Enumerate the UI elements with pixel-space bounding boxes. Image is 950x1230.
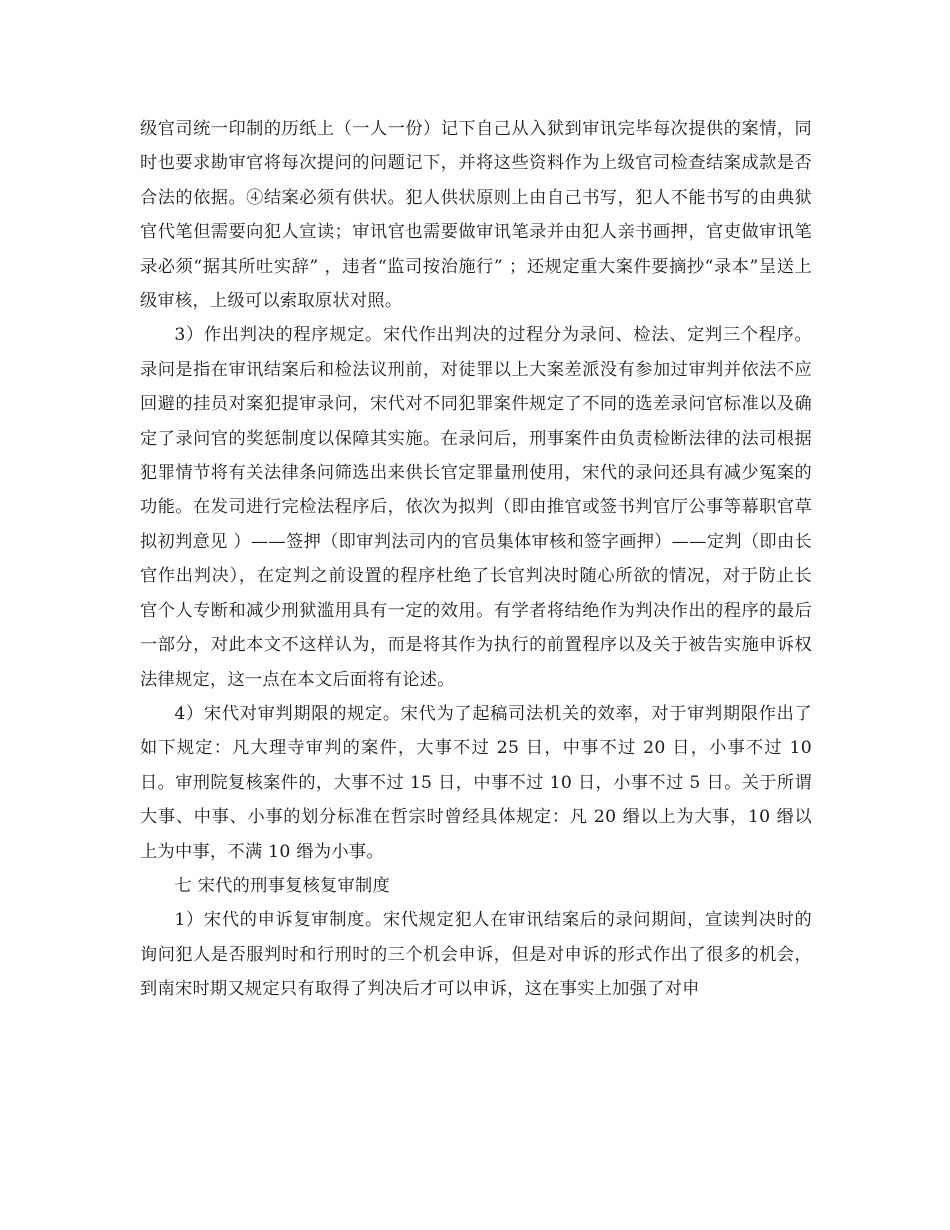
- section-heading: 七 宋代的刑事复核复审制度: [174, 875, 391, 896]
- paragraph-judgment-procedure: 3）作出判决的程序规定。宋代作出判决的过程分为录问、检法、定判三个程序。录问是指在审讯结案后和检法议刑前，对徒罪以上大案差派没有参加过审判并依法不应回避的挂员对案犯提审录问，宋代对不同犯罪案件规定了不同的选差录问官标准以及确定了录问官的奖惩制度以保障其实施。在录问后，刑事案件由负责检断法律的法司根据犯罪情节将有关法律条问筛选出来供长官定罪量刑使用，宋代的录问还具有减少冤案的功能。在发司进行完检法程序后，依次为拟判（即由推官或签书判官厅公事等幕职官草拟初判意见 ）——签押（即审判法司内的官员集体审核和签字画押）——定判（即由长官作出判决），在定判之前设置的程序杜绝了长官判决时随心所欲的情况，对于防止长官个人专断和减少刑狱滥用具有一定的效用。有学者将结绝作为判决作出的程序的最后一部分，对此本文不这样认为，而是将其作为执行的前置程序以及关于被告实施申诉权法律规定，这一点在本文后面将有论述。: [140, 325, 812, 690]
- paragraph-appeal-retrial: 1）宋代的申诉复审制度。宋代规定犯人在审讯结案后的录问期间，宣读判决时的询问犯人是否服判时和行刑时的三个机会申诉，但是对申诉的形式作出了很多的机会，到南宋时期又规定只有取得了判决后才可以申诉，这在事实上加强了对申: [140, 910, 812, 1000]
- paragraph-trial-time-limit: 4）宋代对审判期限的规定。宋代为了起稿司法机关的效率，对于审判期限作出了如下规定：凡大理寺审判的案件，大事不过 25 日，中事不过 20 日，小事不过 10 日。审刑院复核案件的，大事不过 15 日，中事不过 10 日，小事不过 5 日。关于所谓大事、中事、小事的划分标准在哲宗时曾经具体规定：凡 20 缗以上为大事，10 缗以上为中事，不满 10 缗为小事。: [140, 703, 812, 862]
- body-text: [140, 112, 812, 1007]
- paragraph-continued: 级官司统一印制的历纸上（一人一份）记下自己从入狱到审讯完毕每次提供的案情，同时也要求勘审官将每次提问的问题记下，并将这些资料作为上级官司检查结案成款是否合法的依据。④结案必须有供状。犯人供状原则上由自己书写，犯人不能书写的由典狱官代笔但需要向犯人宣读；审讯官也需要做审讯笔录并由犯人亲书画押，官吏做审讯笔录必须“据其所吐实辞” ，违者“监司按治施行” ；还规定重大案件要摘抄“录本”呈送上级审核，上级可以索取原状对照。: [140, 119, 812, 312]
